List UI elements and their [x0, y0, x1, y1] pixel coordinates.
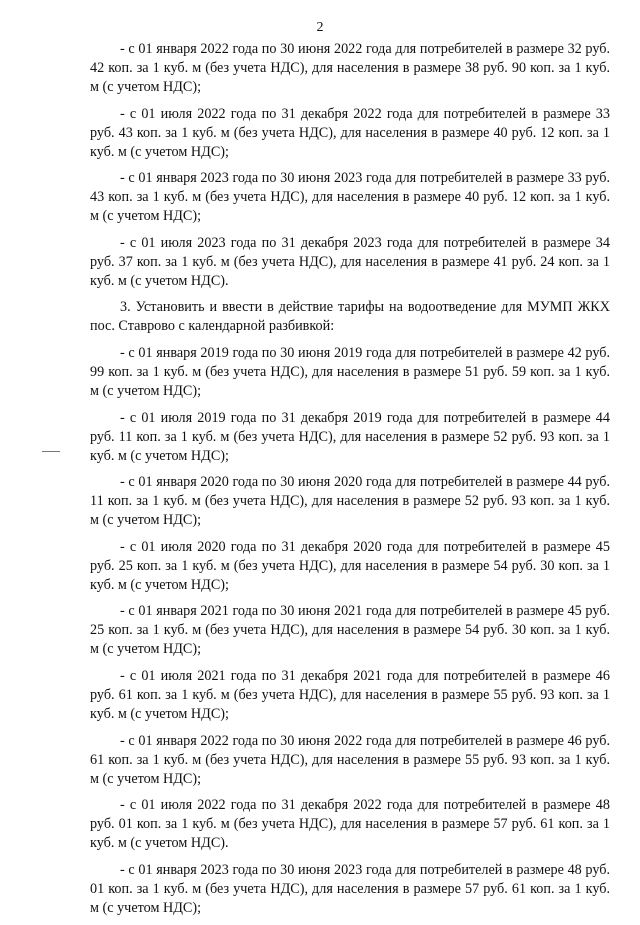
- page-number: 2: [316, 20, 324, 35]
- tariff-paragraph: - с 01 июля 2020 года по 31 декабря 2020 года для потребителей в размере 45 руб. 25 коп. за 1 куб. м (без учета НДС), для населения в размере 54 руб. 30 коп. за 1 куб. м (с учетом НДС);: [90, 538, 610, 593]
- tariff-paragraph: - с 01 января 2020 года по 30 июня 2020 года для потребителей в размере 44 руб. 11 коп. за 1 куб. м (без учета НДС), для населения в размере 52 руб. 93 коп. за 1 куб. м (с учетом НДС);: [90, 474, 610, 529]
- tariff-paragraph: - с 01 июля 2023 года по 31 декабря 2023 года для потребителей в размере 34 руб. 37 коп. за 1 куб. м (без учета НДС), для населения в размере 41 руб. 24 коп. за 1 куб. м (с учетом НДС).: [90, 234, 610, 289]
- tariff-paragraph: - с 01 июля 2022 года по 31 декабря 2022 года для потребителей в размере 33 руб. 43 коп. за 1 куб. м (без учета НДС), для населения в размере 40 руб. 12 коп. за 1 куб. м (с учетом НДС);: [90, 105, 610, 160]
- tariff-paragraph: - с 01 января 2019 года по 30 июня 2019 года для потребителей в размере 42 руб. 99 коп. за 1 куб. м (без учета НДС), для населения в размере 51 руб. 59 коп. за 1 куб. м (с учетом НДС);: [90, 344, 610, 399]
- tariff-paragraph: - с 01 июля 2022 года по 31 декабря 2022 года для потребителей в размере 48 руб. 01 коп. за 1 куб. м (без учета НДС), для населения в размере 57 руб. 61 коп. за 1 куб. м (с учетом НДС).: [90, 797, 610, 852]
- tariff-paragraph: - с 01 января 2022 года по 30 июня 2022 года для потребителей в размере 46 руб. 61 коп. за 1 куб. м (без учета НДС), для населения в размере 55 руб. 93 коп. за 1 куб. м (с учетом НДС);: [90, 732, 610, 787]
- tariff-paragraph: - с 01 января 2023 года по 30 июня 2023 года для потребителей в размере 48 руб. 01 коп. за 1 куб. м (без учета НДС), для населения в размере 57 руб. 61 коп. за 1 куб. м (с учетом НДС);: [90, 861, 610, 916]
- tariff-paragraph: - с 01 января 2022 года по 30 июня 2022 года для потребителей в размере 32 руб. 42 коп. за 1 куб. м (без учета НДС), для населения в размере 38 руб. 90 коп. за 1 куб. м (с учетом НДС);: [90, 41, 610, 95]
- tariff-paragraph: - с 01 января 2023 года по 30 июня 2023 года для потребителей в размере 33 руб. 43 коп. за 1 куб. м (без учета НДС), для населения в размере 40 руб. 12 коп. за 1 куб. м (с учетом НДС);: [90, 170, 610, 225]
- section-heading-paragraph: 3. Установить и ввести в действие тарифы на водоотведение для МУМП ЖКХ пос. Ставрово с календарной разбивкой:: [90, 299, 610, 335]
- tariff-paragraph: - с 01 июля 2021 года по 31 декабря 2021 года для потребителей в размере 46 руб. 61 коп. за 1 куб. м (без учета НДС), для населения в размере 55 руб. 93 коп. за 1 куб. м (с учетом НДС);: [90, 667, 610, 722]
- tariff-paragraph: - с 01 июля 2019 года по 31 декабря 2019 года для потребителей в размере 44 руб. 11 коп. за 1 куб. м (без учета НДС), для населения в размере 52 руб. 93 коп. за 1 куб. м (с учетом НДС);: [90, 409, 610, 464]
- margin-mark: [42, 451, 60, 452]
- document-body: [90, 40, 610, 925]
- tariff-paragraph: - с 01 января 2021 года по 30 июня 2021 года для потребителей в размере 45 руб. 25 коп. за 1 куб. м (без учета НДС), для населения в размере 54 руб. 30 коп. за 1 куб. м (с учетом НДС);: [90, 603, 610, 658]
